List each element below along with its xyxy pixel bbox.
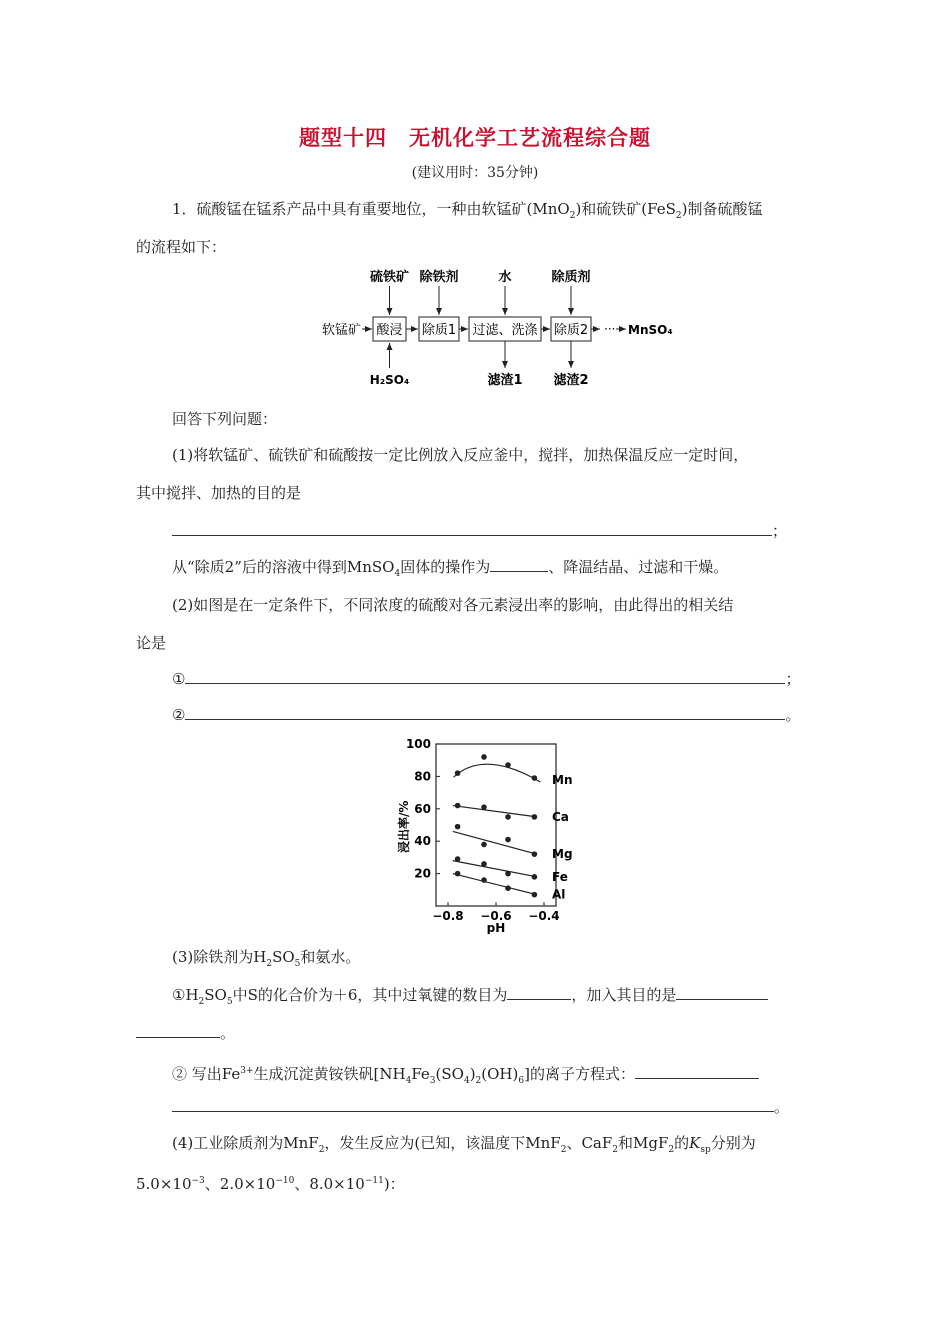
chart-point — [532, 775, 538, 781]
flow-input-iron-remover: 除铁剂 — [419, 270, 459, 285]
chart-ytick-label: 100 — [405, 737, 431, 751]
flow-box-remove1-label: 除质1 — [421, 323, 457, 338]
flow-input-impurity-remover: 除质剂 — [551, 270, 591, 285]
chart-point — [455, 803, 461, 809]
svg-text:···: ··· — [604, 322, 616, 336]
answer-blank[interactable] — [507, 984, 571, 1000]
chart-point — [455, 824, 461, 830]
chart-point — [505, 814, 511, 820]
part-3-item-1-cont: 。 — [136, 1022, 235, 1044]
part-1-line-2: 其中搅拌、加热的目的是 — [136, 484, 302, 502]
flow-input-water: 水 — [498, 270, 512, 285]
answer-blank[interactable] — [185, 704, 785, 720]
chart-ytick-label: 20 — [414, 866, 431, 881]
chart-series-line — [453, 861, 537, 877]
part-1-line-3: 从“除质2”后的溶液中得到MnSO$_4$固体的操作为 、降温结晶、过滤和干燥。 — [172, 558, 729, 579]
flow-box-filter-label: 过滤、洗涤 — [472, 323, 538, 338]
part-3-item-2-cont: 。 — [172, 1096, 789, 1118]
part-3-item-2: ② 写出$Fe^{3+}$生成沉淀黄铵铁矾$[NH_4Fe_3(SO_4)_2(OH)_6]$的离子方程式： — [172, 1060, 759, 1092]
chart-xtick-label: −0.8 — [432, 909, 464, 923]
chart-ytick-label: 80 — [414, 769, 431, 784]
question-1-intro-cont: 的流程如下： — [136, 238, 227, 256]
answer-blank[interactable] — [635, 1063, 759, 1079]
leaching-rate-chart — [392, 734, 592, 934]
chart-point — [532, 892, 538, 898]
chart-point — [532, 851, 538, 857]
part-2-conclusion-2: ② 。 — [172, 706, 801, 724]
chart-point — [505, 762, 511, 768]
flow-input-h2so4: H₂SO₄ — [369, 373, 410, 387]
process-flow-diagram — [300, 262, 700, 394]
part-3-item-1: $①H_2SO_5$中S的化合价为＋6，其中过氧键的数目为 ，加入其目的是 — [172, 984, 768, 1013]
chart-ytick-label: 60 — [414, 801, 431, 816]
part-4-line-2: $5.0\times 10^{-3}$、$2.0\times 10^{-10}$、$8.0\times 10^{-11}$)： — [136, 1175, 405, 1193]
chart-point — [455, 856, 461, 862]
chart-point — [532, 874, 538, 880]
answer-blank[interactable] — [136, 1022, 220, 1038]
chart-point — [505, 871, 511, 877]
suggested-time: (建议用时：35分钟) — [411, 165, 539, 181]
chart-point — [481, 842, 487, 848]
chart-xtick-label: −0.6 — [480, 909, 512, 923]
chart-point — [481, 754, 487, 760]
flow-start-label: 软锰矿 — [322, 323, 362, 338]
chart-series-label: Fe — [552, 869, 568, 884]
part-1-answer-line: ； — [172, 520, 787, 542]
chart-xtick-label: −0.4 — [528, 909, 560, 923]
chart-point — [505, 885, 511, 891]
chart-series-line — [453, 806, 537, 817]
answer-blank[interactable] — [172, 1096, 774, 1112]
chart-plot-frame — [436, 744, 556, 906]
answer-blank[interactable] — [172, 520, 772, 536]
part-1-line-1: (1)将软锰矿、硫铁矿和硫酸按一定比例放入反应釜中，搅拌，加热保温反应一定时间， — [172, 446, 749, 464]
question-1-intro: 1．硫酸锰在锰系产品中具有重要地位，一种由软锰矿(MnO$_2$)和硫铁矿(FeS$_2$)制备硫酸锰 — [172, 200, 763, 221]
chart-ytick-label: 40 — [414, 834, 431, 849]
flow-product-label: MnSO₄ — [628, 323, 673, 337]
part-2-line-2: 论是 — [136, 634, 167, 652]
chart-ylabel: 浸出率/% — [397, 800, 411, 853]
flow-input-pyrite: 硫铁矿 — [369, 270, 410, 285]
flow-box-remove2-label: 除质2 — [553, 323, 589, 338]
chart-series-label: Ca — [552, 809, 569, 824]
flow-box-leach-label: 酸浸 — [376, 323, 403, 338]
answer-blank[interactable] — [676, 984, 768, 1000]
part-4-line-1: (4)工业除质剂为MnF$_2$，发生反应为(已知，该温度下MnF$_2$、CaF$_2$和MgF$_2$的$K_{sp}$分别为 — [172, 1134, 756, 1155]
chart-point — [481, 804, 487, 810]
chart-series-label: Mg — [552, 847, 573, 862]
answer-blank[interactable] — [185, 668, 785, 684]
chart-xlabel: pH — [486, 921, 506, 934]
flow-output-residue2: 滤渣2 — [553, 373, 589, 388]
chart-series-label: Mn — [552, 773, 573, 788]
chart-point — [455, 871, 461, 877]
answer-prompt: 回答下列问题： — [172, 410, 278, 428]
part-2-conclusion-1: ① ； — [172, 670, 801, 688]
chart-series-line — [453, 874, 537, 895]
page-title: 题型十四 无机化学工艺流程综合题 — [299, 125, 651, 150]
chart-point — [505, 837, 511, 843]
part-3-line-1: (3)除铁剂为$H_2SO_5$和氨水。 — [172, 948, 361, 969]
chart-series-line — [453, 831, 537, 854]
chart-point — [481, 861, 487, 867]
flow-output-residue1: 滤渣1 — [487, 373, 523, 388]
chart-series-label: Al — [552, 887, 566, 902]
chart-point — [532, 814, 538, 820]
chart-series-line — [454, 764, 541, 782]
part-2-line-1: (2)如图是在一定条件下，不同浓度的硫酸对各元素浸出率的影响，由此得出的相关结 — [172, 596, 734, 614]
answer-blank[interactable] — [490, 556, 548, 572]
chart-point — [455, 770, 461, 776]
chart-point — [481, 877, 487, 883]
